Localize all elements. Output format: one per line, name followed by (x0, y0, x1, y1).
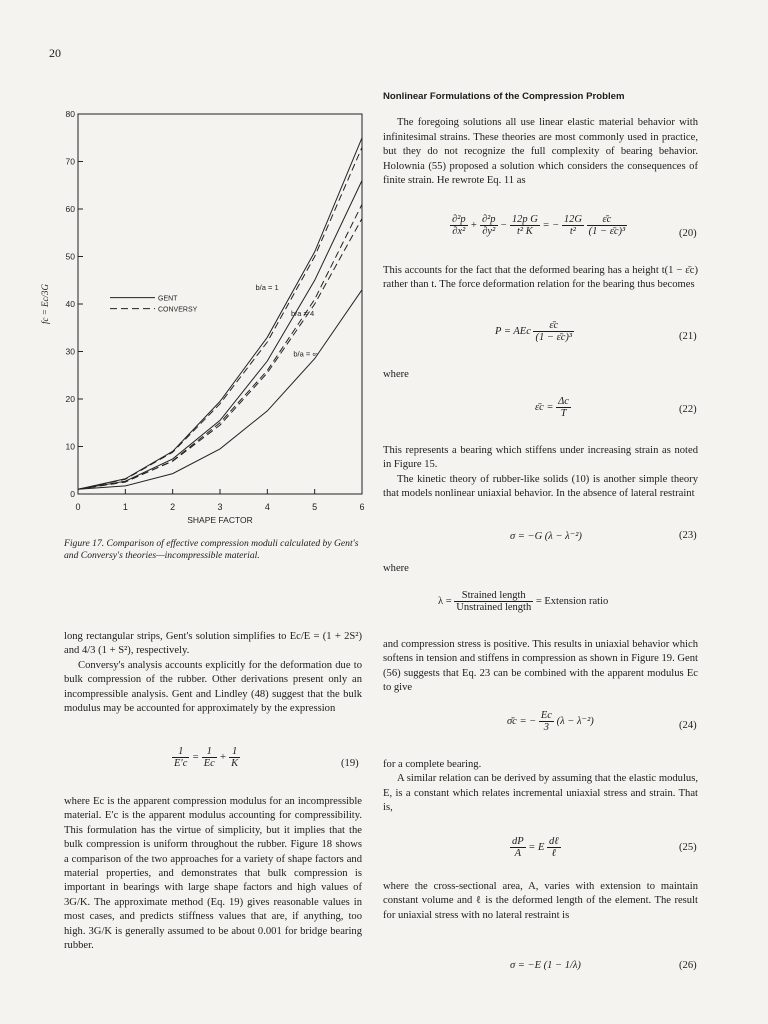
equation-23: σ = −G (λ − λ⁻²) (510, 531, 582, 542)
x-tick-label: 4 (264, 502, 270, 512)
right-paragraph-5-block (383, 638, 698, 696)
equation-22: ε̄c = $\frac{\Delta c}{T}$ (535, 396, 569, 419)
x-tick-label: 5 (312, 502, 318, 512)
x-tick-label: 1 (122, 502, 128, 512)
right-paragraph-7: A similar relation can be derived by assuming that the elastic modulus, E, is a constant which relates incremental uniaxial stress and strain. That is, (383, 773, 698, 814)
equation-19: $\frac{1}{E'c}$ = $\frac{1}{Ec}$ + $\frac{1}{K}$ (174, 746, 239, 769)
where-label-1: where (383, 369, 409, 380)
equation-22-number: (22) (679, 404, 697, 415)
y-tick-label: 70 (65, 156, 75, 167)
right-paragraph-4: The kinetic theory of rubber-like solids (10) is another simple theory that models nonlinear uniaxial behavior. In the absence of lateral restraint (383, 473, 698, 500)
x-tick-label: 6 (359, 502, 365, 512)
right-paragraph-2: This accounts for the fact that the deformed bearing has a height t(1 − ε̄c) rather than t. The force deformation relation for the bearing thus becomes (383, 265, 698, 291)
left-column-bottom (64, 795, 362, 953)
series-line (78, 204, 362, 489)
series-line (78, 290, 362, 490)
y-tick-label: 40 (65, 299, 75, 309)
where-label-2: where (383, 563, 409, 574)
section-heading: Nonlinear Formulations of the Compression Problem (383, 91, 625, 102)
series-line (78, 138, 362, 490)
equation-24-number: (24) (679, 720, 697, 731)
right-paragraph-3-block (383, 444, 698, 502)
x-axis-label: SHAPE FACTOR (187, 515, 253, 525)
right-paragraph-1: The foregoing solutions all use linear elastic material behavior with infinitesimal strains. These theories are most commonly used in practice, but they do not recognize the full complexity of bearing behavior. Holownia (55) proposed a solution which considers the consequences of finite strain. He rewrote Eq. 11 as (383, 117, 698, 187)
y-tick-label: 60 (65, 204, 75, 214)
left-paragraph-1: long rectangular strips, Gent's solution simplifies to Ec/E = (1 + 2S²) and 4/3 (1 + S²), respectively. (64, 631, 362, 657)
left-paragraph-2: Conversy's analysis accounts explicitly for the deformation due to bulk compression of the rubber. Other derivations present only an incompressible analysis. Gent and Lindley (48) suggest that the bulk modulus may be accounted for approximately by the expression (64, 659, 362, 715)
equation-25-number: (25) (679, 842, 697, 853)
legend-label-gent: GENT (158, 295, 178, 303)
curve-label: b/a = ∞ (293, 349, 318, 359)
left-column-top (64, 630, 362, 716)
page-number: 20 (49, 46, 61, 60)
right-paragraph-5: and compression stress is positive. This results in uniaxial behavior which softens in tension and stiffens in compression as shown in Figure 19. Gent (56) suggests that Eq. 23 can be combined with the apparent modulus Ec to give (383, 639, 698, 694)
y-axis-label: fc = Ec/3G (40, 283, 50, 325)
y-tick-label: 30 (65, 346, 75, 357)
x-tick-label: 3 (217, 502, 223, 512)
equation-25: $\frac{dP}{A}$ = E $\frac{\text{dℓ}}{\text{ℓ}}$ (512, 836, 559, 859)
equation-24: σ̄c = − $\frac{Ec}{3}$ (λ − λ⁻²) (507, 710, 594, 733)
right-column-intro (383, 90, 698, 188)
right-paragraph-8-block (383, 880, 698, 923)
plot-frame (78, 114, 362, 494)
series-line (78, 147, 362, 489)
equation-21-number: (21) (679, 331, 697, 342)
curve-label: b/a = 1 (255, 282, 279, 292)
x-tick-label: 0 (75, 502, 81, 512)
equation-21: P = AEc $\frac{\varepsilon̄c}{\text{(1 − ε̄c)³}}$ (495, 320, 573, 343)
y-tick-label: 80 (65, 109, 75, 119)
right-paragraph-8: where the cross-sectional area, A, varies with extension to maintain constant volume and ℓ is the deformed length of the element. The result for uniaxial stress with no lateral restraint is (383, 881, 698, 921)
figure-17-chart (40, 90, 376, 530)
curve-label: b/a = 4 (291, 308, 315, 318)
equation-20-number: (20) (679, 228, 697, 239)
legend-label-conversy: CONVERSY (158, 306, 198, 314)
equation-lambda: λ = $\frac{\text{Strained length}}{\text{Unstrained length}}$ = Extension ratio (438, 590, 609, 613)
right-paragraph-3: This represents a bearing which stiffens under increasing strain as noted in Figure 15. (383, 445, 698, 471)
equation-19-number: (19) (341, 758, 359, 769)
equation-20: $\frac{\text{∂²p}}{\text{∂x²}}$ + $\frac{\text{∂²p}}{\text{∂y²}}$ − $\frac{\text{12p G}}{\text{t² K}}$ = − $\frac{12G}{\text{t²}}$ $\frac{\varepsilon̄c}{\text{(1 − ε̄c)³}}$ (452, 214, 626, 237)
left-paragraph-3: where Ec is the apparent compression modulus for an incompressible material. E′c is the apparent modulus accounting for compressibility. This formulation has the virtue of simplicity, but it implies that the bulk compression is uniform throughout the rubber. Figure 18 shows a comparison of the two approaches for a variety of shape factors and material properties, and demonstrates that bulk compression is important in bearings with large shape factors and high values of 3G/K. The approximate method (Eq. 19) gives reasonable values in most cases, and predicts stiffness values that are, if anything, too high. 3G/K is generally assumed to be about 0.001 for bridge bearing rubber. (64, 796, 362, 952)
right-paragraph-6-block (383, 758, 698, 816)
series-line (78, 181, 362, 490)
x-tick-label: 2 (170, 502, 176, 512)
right-paragraph-6: for a complete bearing. (383, 759, 482, 770)
y-tick-label: 50 (65, 251, 75, 262)
equation-26-number: (26) (679, 960, 697, 971)
figure-caption: Figure 17. Comparison of effective compression moduli calculated by Gent's and Conversy's theories—incompressible material. (64, 538, 359, 561)
equation-23-number: (23) (679, 530, 697, 541)
right-paragraph-2-block (383, 264, 698, 293)
y-tick-label: 20 (65, 394, 75, 404)
y-tick-label: 0 (70, 489, 75, 499)
equation-26: σ = −E (1 − 1/λ) (510, 960, 581, 971)
y-tick-label: 10 (65, 441, 75, 452)
